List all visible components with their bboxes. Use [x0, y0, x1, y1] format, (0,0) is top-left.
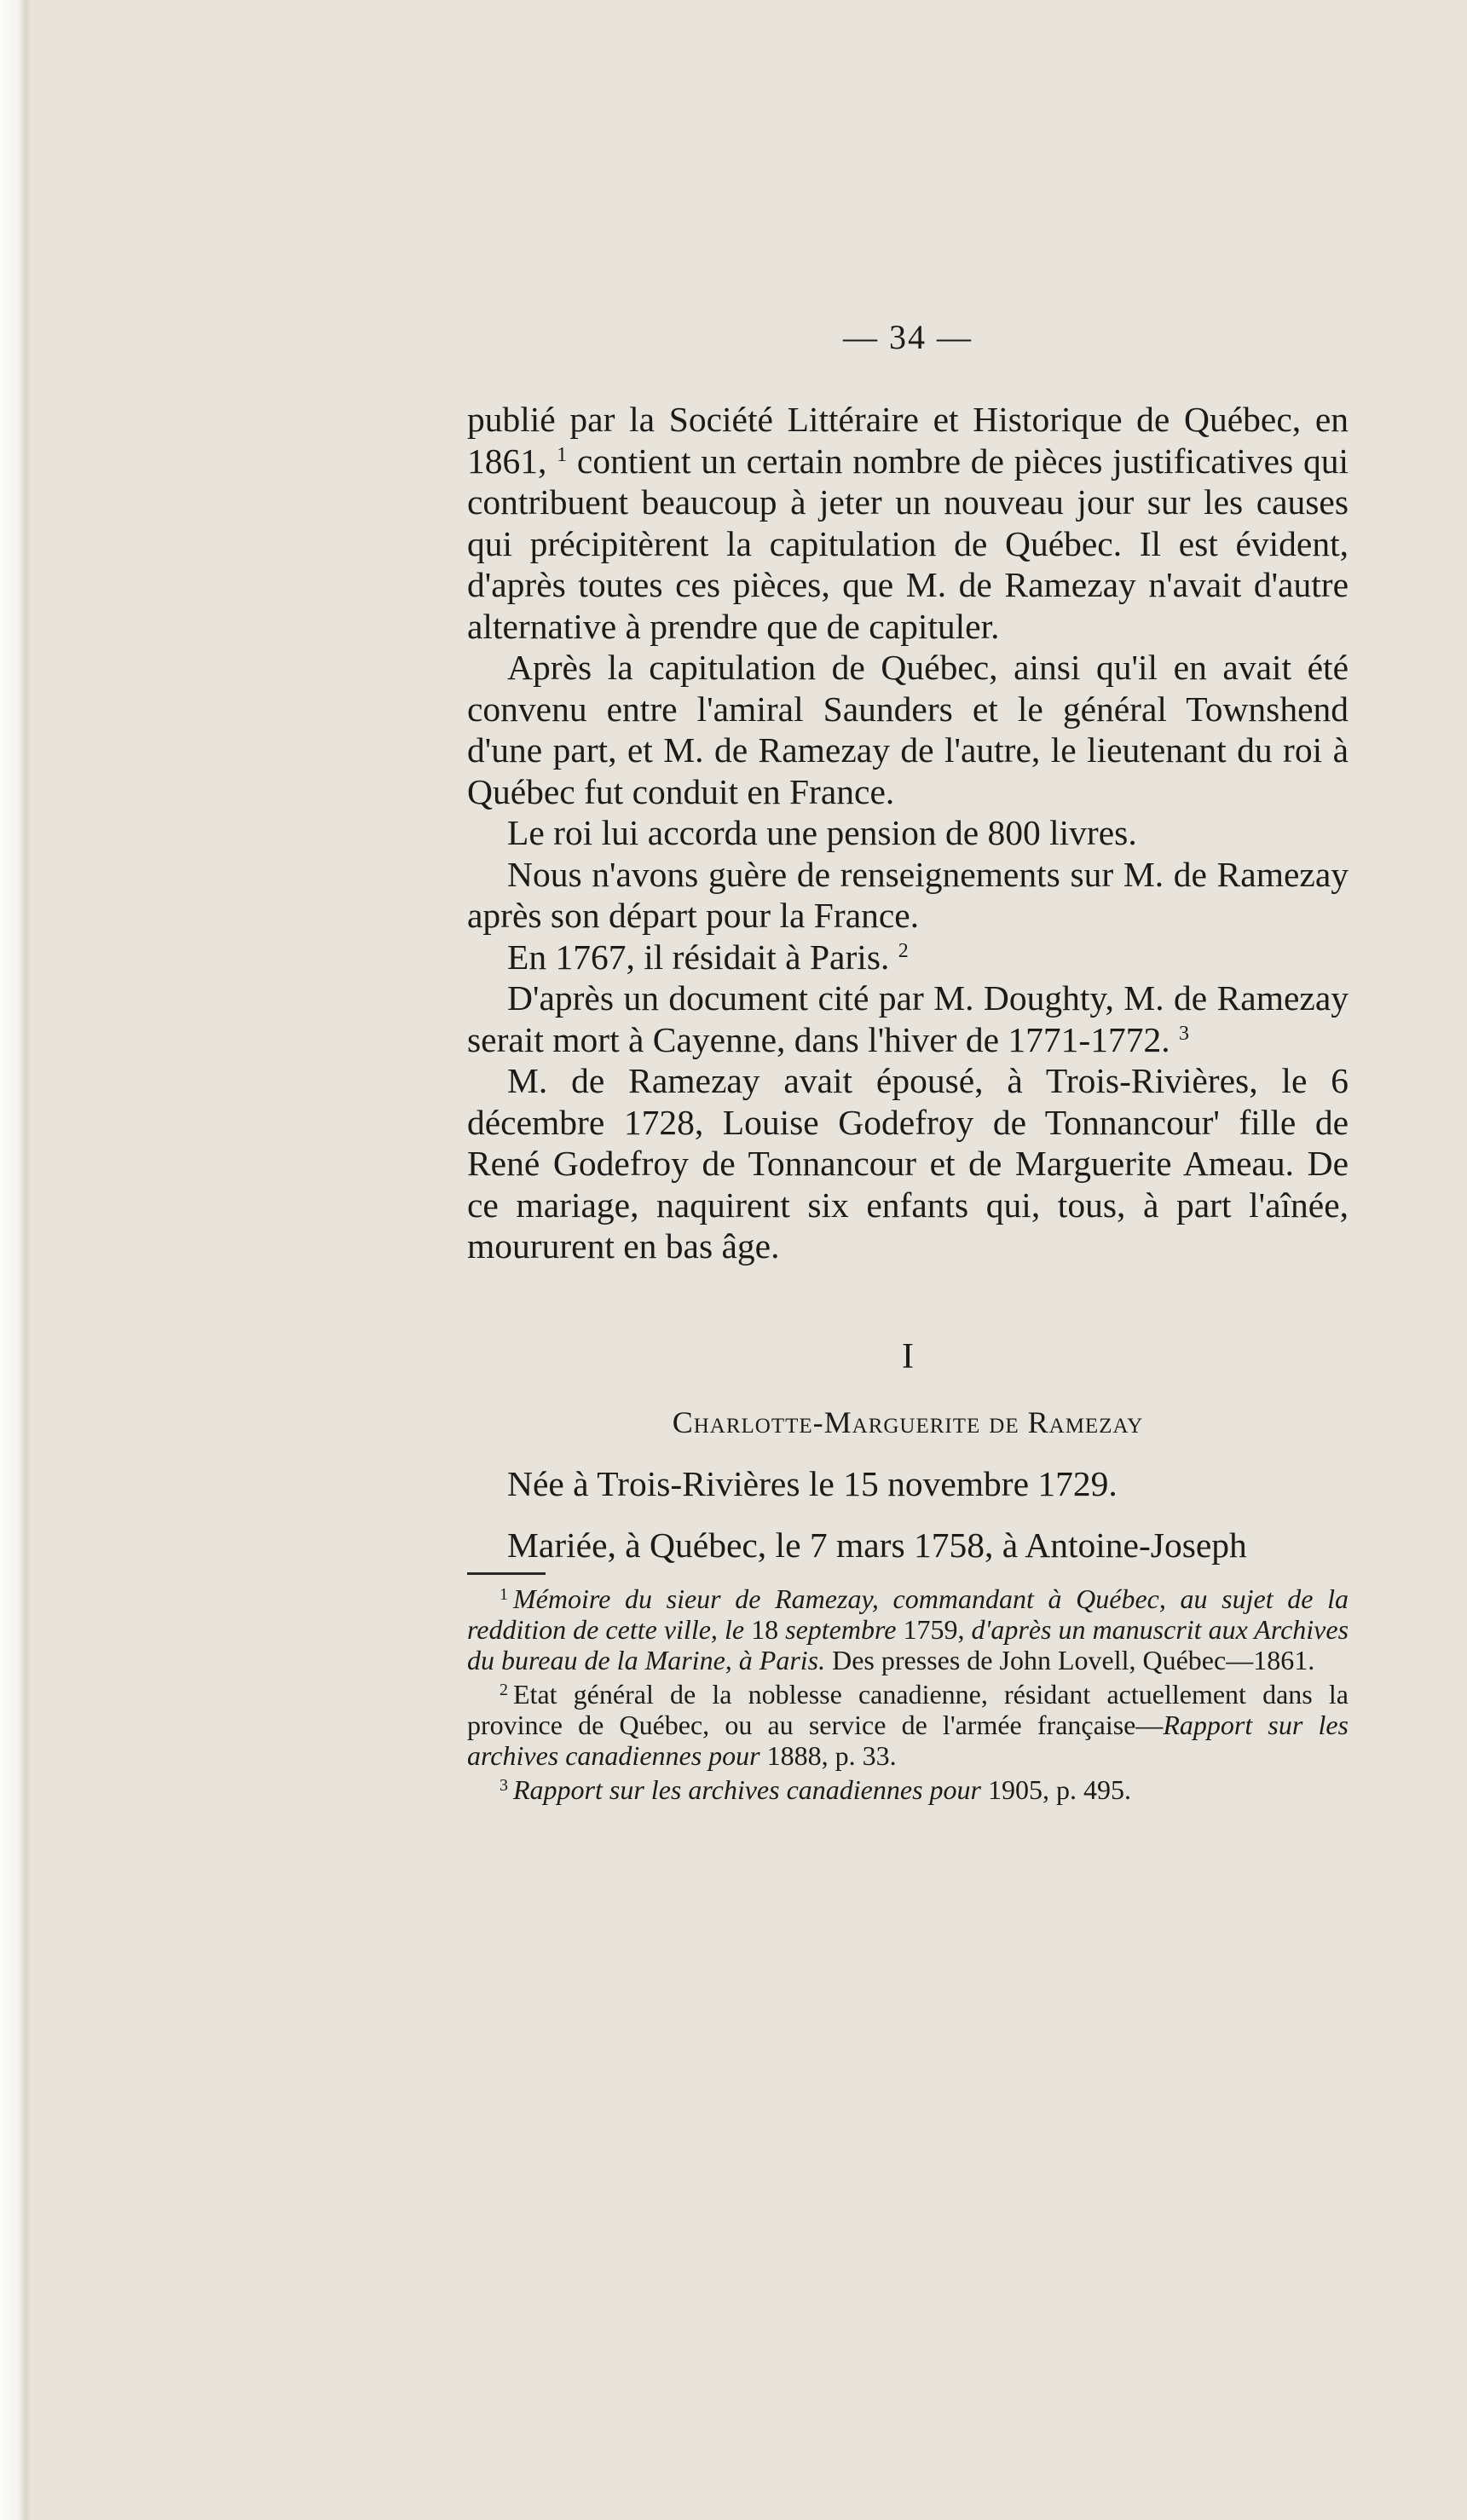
section-heading: Charlotte-Marguerite de Ramezay [672, 1405, 1144, 1439]
text-run: M. de Ramezay avait épousé, à Trois-Rivières, le 6 décembre 1728, Louise Godefroy de Tonnancour' fille de René Godefroy de Tonnancour et de Marguerite Ameau. De ce mariage, naquirent six enfants qui, tous, à part l'aînée, moururent en bas âge. [467, 1061, 1349, 1266]
text-run: D'après un document cité par M. Doughty, M. de Ramezay serait mort à Cayenne, dans l'hiver de 1771-1772. [467, 978, 1349, 1059]
footnote-run: Des presses de John Lovell, Québec—1861. [825, 1645, 1315, 1675]
footnote-run: septembre [778, 1614, 904, 1645]
text-run: contient un certain nombre de pièces justificatives qui contribuent beaucoup à jeter un nouveau jour sur les causes qui précipitèrent la capitulation de Québec. Il est évident, d'après toutes ces pièces, que M. de Ramezay n'avait d'autre alternative à prendre que de capituler. [467, 441, 1349, 646]
text-run: publié par la Société Littéraire et Historique de Québec, en 1861, [467, 400, 1349, 481]
footnote [467, 1679, 1349, 1771]
text-run: En 1767, il résidait à Paris. [507, 937, 898, 977]
footnote-mark: 2 [500, 1681, 508, 1699]
footnote-run: 1888, p. 33. [759, 1740, 897, 1771]
footnote [467, 1774, 1349, 1805]
footnote-run: 1759, [903, 1614, 972, 1645]
footnote-mark: 3 [500, 1776, 508, 1795]
footnote-run: Rapport sur les archives canadiennes pour [513, 1774, 981, 1805]
paragraph [467, 399, 1349, 647]
footnote-run: 1905, p. 495. [980, 1774, 1131, 1805]
entry-text [467, 1453, 1349, 1576]
page-edge [0, 0, 31, 2520]
paragraph [467, 854, 1349, 937]
section-number: I [902, 1337, 914, 1376]
footnote-ref: 1 [557, 443, 568, 466]
footnote-run: Mémoire du sieur de Ramezay, commandant à Québec, au sujet de la reddition de cette ville, le [467, 1583, 1349, 1645]
footnotes [467, 1583, 1349, 1808]
footnote-mark: 1 [500, 1585, 508, 1604]
paragraph [467, 937, 1349, 978]
footnote [467, 1583, 1349, 1675]
footnote-ref: 2 [898, 939, 909, 962]
footnote-run: Rapport sur les archives canadiennes pour [467, 1710, 1349, 1771]
text-run: Nous n'avons guère de renseignements sur M. de Ramezay après son départ pour la France. [467, 854, 1349, 935]
entry-line: Née à Trois-Rivières le 15 novembre 1729. [507, 1464, 1118, 1503]
text-run: Après la capitulation de Québec, ainsi qu'il en avait été convenu entre l'amiral Saunders et le général Townshend d'une part, et M. de Ramezay de l'autre, le lieutenant du roi à Québec fut conduit en France. [467, 648, 1349, 811]
footnote-ref: 3 [1178, 1022, 1189, 1045]
footnote-run: 18 [751, 1614, 779, 1645]
footnote-run: d'après un manuscrit aux Archives du bureau de la Marine, à Paris. [467, 1614, 1349, 1675]
page-number: — 34 — [843, 318, 973, 356]
main-text [467, 399, 1349, 1267]
entry-line: Mariée, à Québec, le 7 mars 1758, à Antoine-Joseph [507, 1525, 1247, 1565]
paragraph [467, 647, 1349, 812]
paragraph [467, 1060, 1349, 1267]
footnote-rule [467, 1572, 546, 1575]
text-run: Le roi lui accorda une pension de 800 livres. [507, 813, 1137, 852]
paragraph [467, 812, 1349, 854]
paragraph [467, 977, 1349, 1060]
footnote-run: Etat général de la noblesse canadienne, résidant actuellement dans la province de Québec, ou au service de l'armée française— [467, 1679, 1349, 1740]
